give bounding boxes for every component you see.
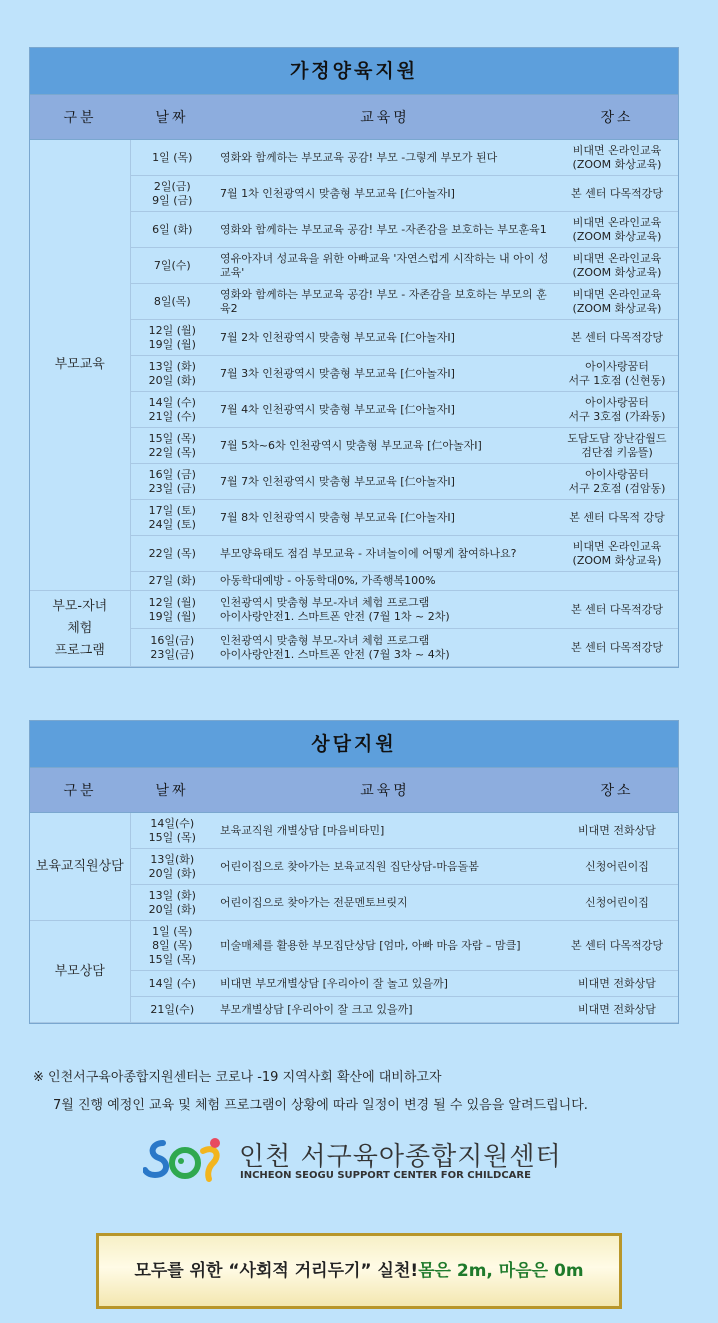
text-line: 본 센터 다목적강당 bbox=[570, 330, 663, 344]
course-cell bbox=[214, 572, 556, 591]
text-line: 13일 (화) bbox=[148, 359, 196, 373]
course-name: 7월 2차 인천광역시 맞춤형 부모교육 [仁아놀자Ⅰ] bbox=[220, 330, 455, 344]
text-line: 본 센터 다목적 강당 bbox=[569, 510, 665, 524]
course-name: 부모개별상담 [우리아이 잘 크고 있을까] bbox=[220, 1002, 413, 1016]
notice-line-1: ※ 인천서구육아종합지원센터는 코로나 -19 지역사회 확산에 대비하고자 bbox=[33, 1070, 442, 1085]
text-line: 27일 (화) bbox=[148, 574, 196, 587]
text-line: 검단점 키움뜰) bbox=[581, 445, 653, 459]
location-cell bbox=[556, 248, 678, 284]
text-line: 16일 (금) bbox=[148, 467, 196, 481]
text-line: 아이사랑꿈터 bbox=[585, 467, 649, 481]
course-cell bbox=[214, 921, 556, 971]
table-row bbox=[30, 591, 678, 629]
course-name: 7월 1차 인천광역시 맞춤형 부모교육 [仁아놀자Ⅰ] bbox=[220, 186, 455, 200]
course-name: 영화와 함께하는 부모교육 공감! 부모 - 자존감을 보호하는 부모의 훈육2 bbox=[220, 287, 547, 315]
text-line: 신청어린이집 bbox=[585, 859, 649, 873]
course-name: 보육교직원 개별상담 [마음비타민] bbox=[220, 823, 385, 837]
category-parent-child-program bbox=[30, 591, 130, 667]
table-header-row bbox=[30, 768, 678, 813]
text-line: 14일 (수) bbox=[148, 976, 196, 990]
notice-line-2: 7월 진행 예정인 교육 및 체험 프로그램이 상황에 따라 일정이 변경 될 수 있음을 알려드립니다. bbox=[53, 1098, 588, 1113]
location-cell bbox=[556, 885, 678, 921]
location-cell bbox=[556, 813, 678, 849]
date-cell bbox=[130, 140, 214, 176]
text-line: 6일 (화) bbox=[152, 222, 193, 236]
course-name: 비대면 부모개별상담 [우리아이 잘 놀고 있을까] bbox=[220, 976, 448, 990]
text-line: 14일 (수) bbox=[148, 395, 196, 409]
text-line: 비대면 온라인교육 bbox=[572, 287, 662, 301]
text-line: 20일 (화) bbox=[148, 373, 196, 387]
text-line: 20일 (화) bbox=[148, 866, 196, 880]
text-line: 부모-자녀 bbox=[52, 598, 108, 614]
course-cell bbox=[214, 320, 556, 356]
banner-text-highlight: 몸은 2m, 마음은 0m bbox=[418, 1261, 584, 1281]
date-cell bbox=[130, 248, 214, 284]
center-logo-icon bbox=[143, 1135, 227, 1185]
course-name: 7월 4차 인천광역시 맞춤형 부모교육 [仁아놀자Ⅰ] bbox=[220, 402, 455, 416]
date-cell bbox=[130, 536, 214, 572]
date-cell bbox=[130, 971, 214, 997]
location-cell bbox=[556, 849, 678, 885]
date-cell bbox=[130, 428, 214, 464]
course-cell bbox=[214, 591, 556, 629]
text-line: 21일 (수) bbox=[148, 409, 196, 423]
course-name: 영화와 함께하는 부모교육 공감! 부모 -그렇게 부모가 된다 bbox=[220, 150, 498, 164]
course-cell bbox=[214, 248, 556, 284]
category-parent-education: 부모교육 bbox=[30, 140, 130, 591]
location-cell bbox=[556, 392, 678, 428]
course-cell bbox=[214, 176, 556, 212]
text-line: 12일 (월) bbox=[148, 323, 196, 337]
text-line: 아이사랑안전1. 스마트폰 안전 (7월 3차 ~ 4차) bbox=[220, 647, 450, 661]
date-cell bbox=[130, 997, 214, 1023]
course-cell bbox=[214, 428, 556, 464]
text-line: 15일 (목) bbox=[148, 830, 196, 844]
text-line: 13일 (화) bbox=[148, 888, 196, 902]
text-line: 서구 2호점 (검암동) bbox=[568, 481, 666, 495]
counseling-support-table bbox=[30, 768, 678, 1023]
header-location: 장소 bbox=[556, 768, 678, 813]
location-cell bbox=[556, 356, 678, 392]
section-title: 상담지원 bbox=[30, 721, 678, 768]
center-logo bbox=[143, 1135, 563, 1187]
text-line: 인천광역시 맞춤형 부모-자녀 체험 프로그램 bbox=[220, 595, 430, 609]
course-name: 영화와 함께하는 부모교육 공감! 부모 -자존감을 보호하는 부모훈육1 bbox=[220, 222, 547, 236]
location-cell bbox=[556, 212, 678, 248]
date-cell bbox=[130, 464, 214, 500]
banner-text-main: 모두를 위한 “사회적 거리두기” 실천! bbox=[134, 1261, 419, 1281]
center-name-korean: 인천 서구육아종합지원센터 bbox=[239, 1142, 562, 1172]
location-cell bbox=[556, 140, 678, 176]
category-parent-counseling: 부모상담 bbox=[30, 921, 130, 1023]
date-cell bbox=[130, 356, 214, 392]
text-line: 19일 (월) bbox=[148, 609, 196, 623]
text-line: 17일 (토) bbox=[148, 503, 196, 517]
text-line: 프로그램 bbox=[54, 642, 105, 658]
text-line: 본 센터 다목적강당 bbox=[570, 602, 663, 616]
parenting-support-section bbox=[29, 47, 679, 668]
text-line: 비대면 온라인교육 bbox=[572, 215, 662, 229]
course-cell bbox=[214, 464, 556, 500]
text-line: 14일(수) bbox=[150, 816, 195, 830]
text-line: 22일 (목) bbox=[148, 445, 196, 459]
location-cell bbox=[556, 464, 678, 500]
course-name: 7월 5차~6차 인천광역시 맞춤형 부모교육 [仁아놀자Ⅰ] bbox=[220, 438, 482, 452]
course-name: 영유아자녀 성교육을 위한 아빠교육 '자연스럽게 시작하는 내 아이 성교육' bbox=[220, 251, 549, 279]
header-date: 날짜 bbox=[130, 768, 214, 813]
text-line: 체험 bbox=[67, 620, 93, 636]
text-line: 8일(목) bbox=[153, 294, 191, 308]
text-line: (ZOOM 화상교육) bbox=[572, 301, 662, 315]
text-line: 24일 (토) bbox=[148, 517, 196, 531]
date-cell bbox=[130, 629, 214, 667]
date-cell bbox=[130, 885, 214, 921]
date-cell bbox=[130, 212, 214, 248]
social-distancing-banner bbox=[96, 1233, 622, 1309]
location-cell bbox=[556, 971, 678, 997]
date-cell bbox=[130, 320, 214, 356]
course-cell bbox=[214, 140, 556, 176]
header-category: 구분 bbox=[30, 768, 130, 813]
location-cell bbox=[556, 921, 678, 971]
course-cell bbox=[214, 212, 556, 248]
text-line: 1일 (목) bbox=[152, 150, 193, 164]
text-line: 도담도담 장난감월드 bbox=[567, 431, 667, 445]
text-line: 비대면 전화상담 bbox=[578, 976, 656, 990]
location-cell bbox=[556, 997, 678, 1023]
text-line: 13일(화) bbox=[150, 852, 195, 866]
text-line: 15일 (목) bbox=[148, 952, 196, 966]
text-line: 2일(금) bbox=[153, 179, 191, 193]
section-title: 가정양육지원 bbox=[30, 48, 678, 95]
text-line: 아이사랑꿈터 bbox=[585, 395, 649, 409]
date-cell bbox=[130, 176, 214, 212]
text-line: 1일 (목) bbox=[152, 924, 193, 938]
text-line: 23일(금) bbox=[150, 647, 195, 661]
counseling-support-section bbox=[29, 720, 679, 1024]
table-row bbox=[30, 140, 678, 176]
header-date: 날짜 bbox=[130, 95, 214, 140]
text-line: 19일 (월) bbox=[148, 337, 196, 351]
text-line: 비대면 전화상담 bbox=[578, 823, 656, 837]
text-line: 15일 (목) bbox=[148, 431, 196, 445]
date-cell bbox=[130, 572, 214, 591]
text-line: (ZOOM 화상교육) bbox=[572, 553, 662, 567]
text-line: 본 센터 다목적강당 bbox=[570, 938, 663, 952]
text-line: 아이사랑안전1. 스마트폰 안전 (7월 1차 ~ 2차) bbox=[220, 609, 450, 623]
text-line: 7일(수) bbox=[153, 258, 191, 272]
course-name: 7월 8차 인천광역시 맞춤형 부모교육 [仁아놀자Ⅰ] bbox=[220, 510, 455, 524]
category-staff-counseling: 보육교직원상담 bbox=[30, 813, 130, 921]
course-name: 어린이집으로 찾아가는 보육교직원 집단상담-마음돌봄 bbox=[220, 859, 479, 873]
text-line: 본 센터 다목적강당 bbox=[570, 186, 663, 200]
text-line: (ZOOM 화상교육) bbox=[572, 265, 662, 279]
location-cell bbox=[556, 536, 678, 572]
course-name: 어린이집으로 찾아가는 전문멘토브릿지 bbox=[220, 895, 408, 909]
date-cell bbox=[130, 849, 214, 885]
course-name: 7월 7차 인천광역시 맞춤형 부모교육 [仁아놀자Ⅰ] bbox=[220, 474, 455, 488]
course-cell bbox=[214, 500, 556, 536]
date-cell bbox=[130, 813, 214, 849]
text-line: 12일 (월) bbox=[148, 595, 196, 609]
location-cell bbox=[556, 572, 678, 591]
text-line: 22일 (목) bbox=[148, 546, 196, 560]
center-name-english: INCHEON SEOGU SUPPORT CENTER FOR CHILDCARE bbox=[240, 1170, 531, 1181]
text-line: 서구 1호점 (신현동) bbox=[568, 373, 666, 387]
text-line: 21일(수) bbox=[150, 1002, 195, 1016]
course-name: 부모양육태도 점검 부모교육 - 자녀놀이에 어떻게 참여하나요? bbox=[220, 546, 517, 560]
date-cell bbox=[130, 921, 214, 971]
text-line: 16일(금) bbox=[150, 633, 195, 647]
course-name: 아동학대예방 - 아동학대0%, 가족행복100% bbox=[220, 574, 436, 587]
header-category: 구분 bbox=[30, 95, 130, 140]
course-name: 7월 3차 인천광역시 맞춤형 부모교육 [仁아놀자Ⅰ] bbox=[220, 366, 455, 380]
text-line: 아이사랑꿈터 bbox=[585, 359, 649, 373]
parenting-support-table bbox=[30, 95, 678, 667]
location-cell bbox=[556, 500, 678, 536]
text-line: 8일 (목) bbox=[152, 938, 193, 952]
course-cell bbox=[214, 284, 556, 320]
schedule-change-notice bbox=[33, 1064, 703, 1120]
course-cell bbox=[214, 356, 556, 392]
course-cell bbox=[214, 392, 556, 428]
text-line: 비대면 전화상담 bbox=[578, 1002, 656, 1016]
header-course: 교육명 bbox=[214, 95, 556, 140]
course-cell bbox=[214, 971, 556, 997]
text-line: 신청어린이집 bbox=[585, 895, 649, 909]
table-row bbox=[30, 921, 678, 971]
date-cell bbox=[130, 284, 214, 320]
text-line: 인천광역시 맞춤형 부모-자녀 체험 프로그램 bbox=[220, 633, 430, 647]
header-course: 교육명 bbox=[214, 768, 556, 813]
course-cell bbox=[214, 849, 556, 885]
course-cell bbox=[214, 813, 556, 849]
location-cell bbox=[556, 320, 678, 356]
location-cell bbox=[556, 591, 678, 629]
text-line: 9일 (금) bbox=[152, 193, 193, 207]
table-header-row bbox=[30, 95, 678, 140]
course-name: 미술매체를 활용한 부모집단상담 [엄마, 아빠 마음 자람 – 맘클] bbox=[220, 938, 521, 952]
location-cell bbox=[556, 428, 678, 464]
course-cell bbox=[214, 629, 556, 667]
header-location: 장소 bbox=[556, 95, 678, 140]
date-cell bbox=[130, 500, 214, 536]
text-line: 서구 3호점 (가좌동) bbox=[568, 409, 666, 423]
text-line: 비대면 온라인교육 bbox=[572, 539, 662, 553]
location-cell bbox=[556, 629, 678, 667]
text-line: (ZOOM 화상교육) bbox=[572, 157, 662, 171]
date-cell bbox=[130, 392, 214, 428]
course-cell bbox=[214, 885, 556, 921]
text-line: 20일 (화) bbox=[148, 902, 196, 916]
text-line: 본 센터 다목적강당 bbox=[570, 640, 663, 654]
location-cell bbox=[556, 176, 678, 212]
text-line: 비대면 온라인교육 bbox=[572, 251, 662, 265]
location-cell bbox=[556, 284, 678, 320]
text-line: 23일 (금) bbox=[148, 481, 196, 495]
text-line: 비대면 온라인교육 bbox=[572, 143, 662, 157]
date-cell bbox=[130, 591, 214, 629]
text-line: (ZOOM 화상교육) bbox=[572, 229, 662, 243]
course-cell bbox=[214, 997, 556, 1023]
course-cell bbox=[214, 536, 556, 572]
table-row bbox=[30, 813, 678, 849]
